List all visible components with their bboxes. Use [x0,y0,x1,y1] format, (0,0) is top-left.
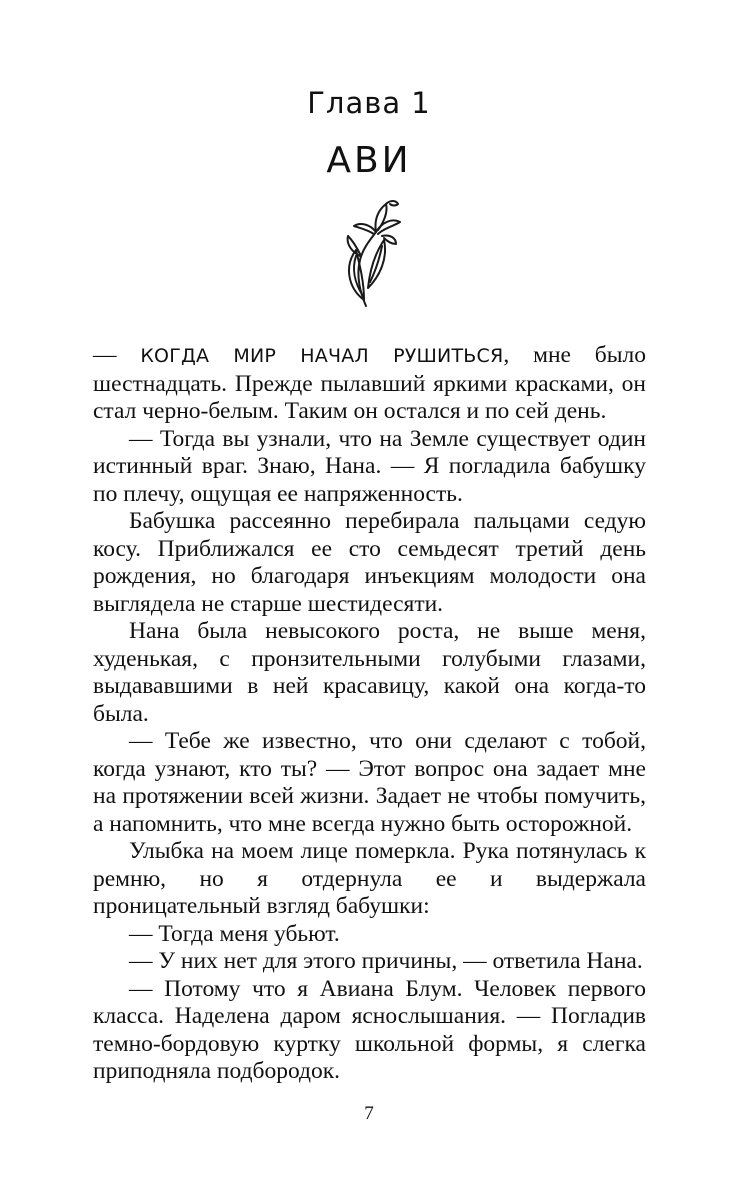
paragraph-3: Бабушка рассеянно перебирала пальцами седую косу. Приближался ее сто семьдесят третий день рождения, но благодаря инъекциям молодости она выглядела не старше шестидесяти. [93,508,646,617]
page-number: 7 [364,1103,374,1124]
flower-sprig-icon [330,196,408,308]
paragraph-1-rest: , мне было шестнадцать. Прежде пылавший яркими красками, он стал черно-белым. Таким он остался и по сей день. [93,342,647,424]
paragraph-6: Улыбка на моем лице померкла. Рука потянулась к ремню, но я отдернула ее и выдержала проницательный взгляд бабушки: [93,838,646,919]
chapter-label: Глава 1 [307,86,431,120]
paragraph-1-dash: — [93,342,141,368]
chapter-text [93,342,646,1086]
paragraph-2: — Тогда вы узнали, что на Земле существует один истинный враг. Знаю, Нана. — Я погладила бабушку по плечу, ощущая ее напряженность. [93,425,646,507]
paragraph-5: — Тебе же известно, что они сделают с тобой, когда узнают, кто ты? — Этот вопрос она задает мне на протяжении всей жизни. Задает не чтобы помучить, а напомнить, что мне всегда нужно быть осторожной. [93,728,646,837]
chapter-title: АВИ [326,140,412,181]
opening-caps: КОГДА МИР НАЧАЛ РУШИТЬСЯ [140,345,504,367]
paragraph-1 [93,342,646,426]
paragraph-8: — У них нет для этого причины, — ответила Нана. [129,948,643,974]
paragraph-9: — Потому что я Авиана Блум. Человек первого класса. Наделена даром яснослышания. — Погладив темно-бордовую куртку школьной формы, я слегка приподняла подбородок. [93,975,646,1084]
paragraph-7: — Тогда меня убьют. [129,920,340,947]
paragraph-4: Нана была невысокого роста, не выше меня, худенькая, с пронзительными голубыми глазами, выдававшими в ней красавицу, какой она когда-то была. [93,618,646,727]
